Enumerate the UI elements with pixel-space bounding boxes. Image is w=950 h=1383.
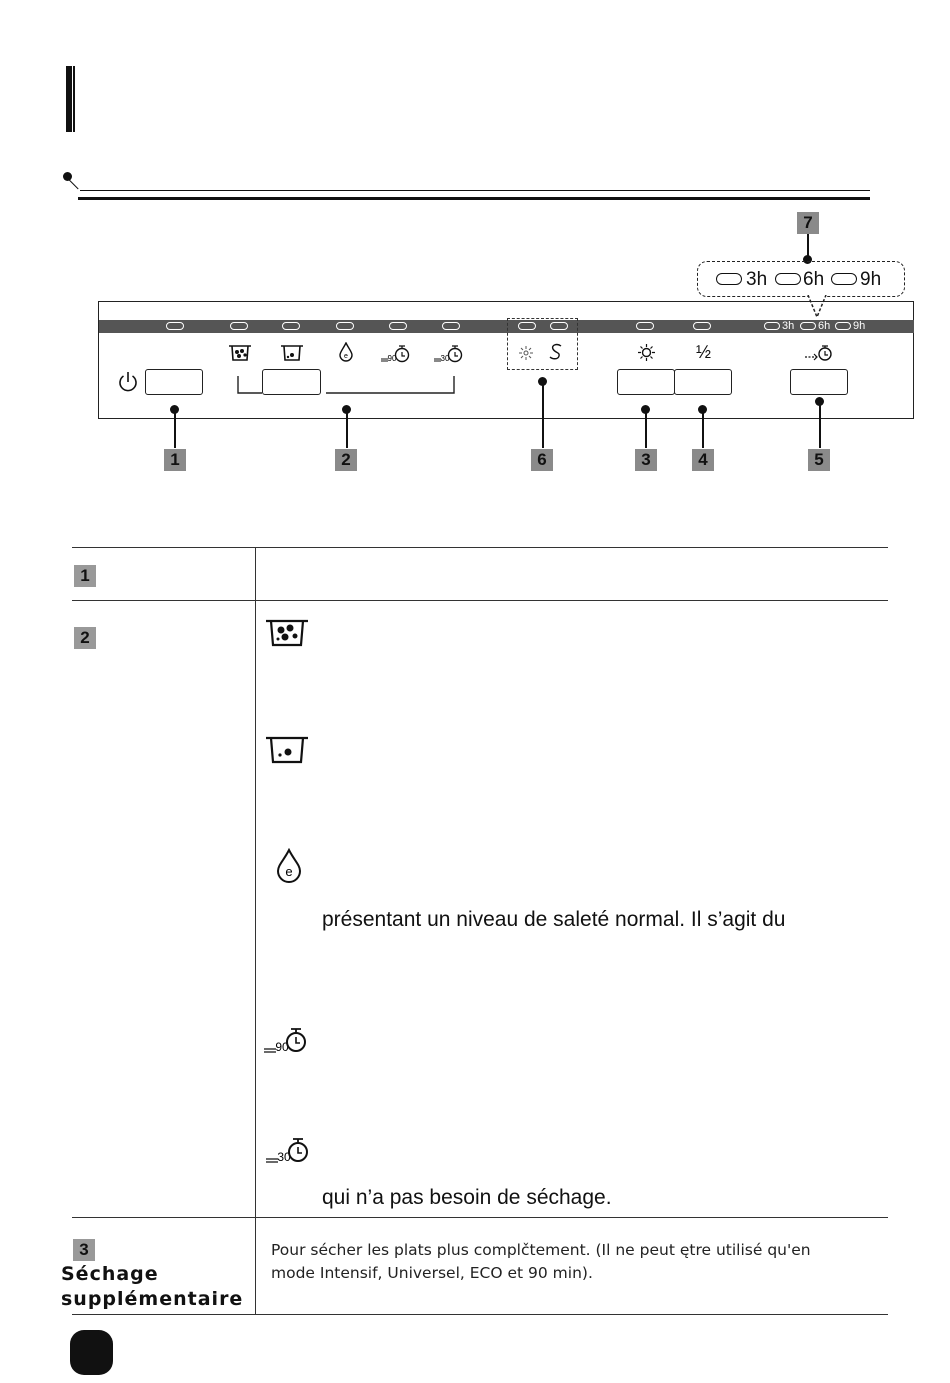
callout-badge-1: 1 <box>164 449 186 471</box>
table-rule-row2 <box>72 1217 888 1218</box>
svg-text:90: 90 <box>275 1040 289 1054</box>
pot-light-icon <box>264 733 310 765</box>
table-column-separator <box>255 547 256 1314</box>
svg-text:e: e <box>285 864 293 879</box>
bubble-label-9h: 9h <box>860 269 882 290</box>
stopwatch-90-icon <box>380 342 410 364</box>
led-30min <box>442 322 460 330</box>
extra-dry-description-line2: mode Intensif, Universel, ECO et 90 min). <box>271 1264 593 1282</box>
svg-text:90: 90 <box>387 354 397 363</box>
eco-drop-icon <box>339 342 353 362</box>
svg-text:e: e <box>344 353 348 360</box>
callout-line-5 <box>819 402 821 448</box>
sparkle-icon <box>519 346 533 360</box>
salt-icon <box>548 343 564 361</box>
bubble-label-6h: 6h <box>803 269 825 290</box>
led-power <box>166 322 184 330</box>
callout-line-2 <box>346 410 348 448</box>
callout-badge-7: 7 <box>797 212 819 234</box>
indicator-group-6 <box>507 318 578 370</box>
callout-line-6 <box>542 382 544 448</box>
bubble-led-3h <box>716 273 742 285</box>
extra-dry-description-line1: Pour sécher les plats plus complčtement. (Il ne peut ętre utilisé qu'en <box>271 1241 811 1259</box>
bubble-led-9h <box>831 273 857 285</box>
bubble-led-6h <box>775 273 801 285</box>
strip-label-3h: 3h <box>782 320 795 332</box>
callout-badge-3: 3 <box>635 449 657 471</box>
power-icon <box>117 371 139 393</box>
led-delay-6h <box>800 322 816 330</box>
eco-drop-icon <box>275 848 303 884</box>
pot-light-icon <box>279 343 305 363</box>
table-row3-number: 3 <box>73 1239 95 1261</box>
callout-badge-2: 2 <box>335 449 357 471</box>
program-bracket <box>236 374 458 396</box>
table-row2-number: 2 <box>74 627 96 649</box>
led-eco <box>336 322 354 330</box>
svg-text:30: 30 <box>277 1150 291 1164</box>
sun-icon <box>638 344 655 361</box>
extra-dry-title-line2: supplémentaire <box>61 1288 244 1310</box>
pot-heavy-icon <box>227 343 253 363</box>
eco-description-line: présentant un niveau de saleté normal. Il s’agit du <box>322 908 786 931</box>
callout-line-1 <box>174 410 176 448</box>
led-universal <box>282 322 300 330</box>
pot-heavy-icon <box>264 616 310 648</box>
header-rule-thick <box>78 197 870 200</box>
strip-label-9h: 9h <box>853 320 866 332</box>
delay-timer-icon <box>804 343 834 363</box>
callout-line-4 <box>702 410 704 448</box>
extra-dry-button[interactable] <box>617 369 675 395</box>
led-extra-dry <box>636 322 654 330</box>
power-button[interactable] <box>145 369 203 395</box>
table-rule-bottom <box>72 1314 888 1315</box>
header-bar-thick <box>66 66 72 132</box>
callout-badge-5: 5 <box>808 449 830 471</box>
strip-label-6h: 6h <box>818 320 831 332</box>
header-rule-thin <box>80 190 870 191</box>
callout-badge-4: 4 <box>692 449 714 471</box>
half-load-button[interactable] <box>674 369 732 395</box>
half-icon: ½ <box>696 342 712 362</box>
svg-text:30: 30 <box>440 354 450 363</box>
led-90min <box>389 322 407 330</box>
table-rule-top <box>72 547 888 548</box>
stopwatch-90-icon <box>262 1024 308 1056</box>
header-bar-thin <box>73 66 75 132</box>
page-number-badge <box>70 1330 113 1375</box>
stopwatch-30-icon <box>433 342 463 364</box>
header-diagonal <box>67 178 78 189</box>
control-panel <box>98 301 914 419</box>
callout-badge-6: 6 <box>531 449 553 471</box>
led-delay-9h <box>835 322 851 330</box>
extra-dry-title-line1: Séchage <box>61 1263 159 1285</box>
led-intensive <box>230 322 248 330</box>
stopwatch-30-icon <box>264 1134 310 1166</box>
table-row1-number: 1 <box>74 565 96 587</box>
callout-line-3 <box>645 410 647 448</box>
min30-description-line: qui n’a pas besoin de séchage. <box>322 1186 612 1209</box>
table-rule-row1 <box>72 600 888 601</box>
delay-button[interactable] <box>790 369 848 395</box>
bubble-label-3h: 3h <box>746 269 768 290</box>
led-delay-3h <box>764 322 780 330</box>
led-half-load <box>693 322 711 330</box>
